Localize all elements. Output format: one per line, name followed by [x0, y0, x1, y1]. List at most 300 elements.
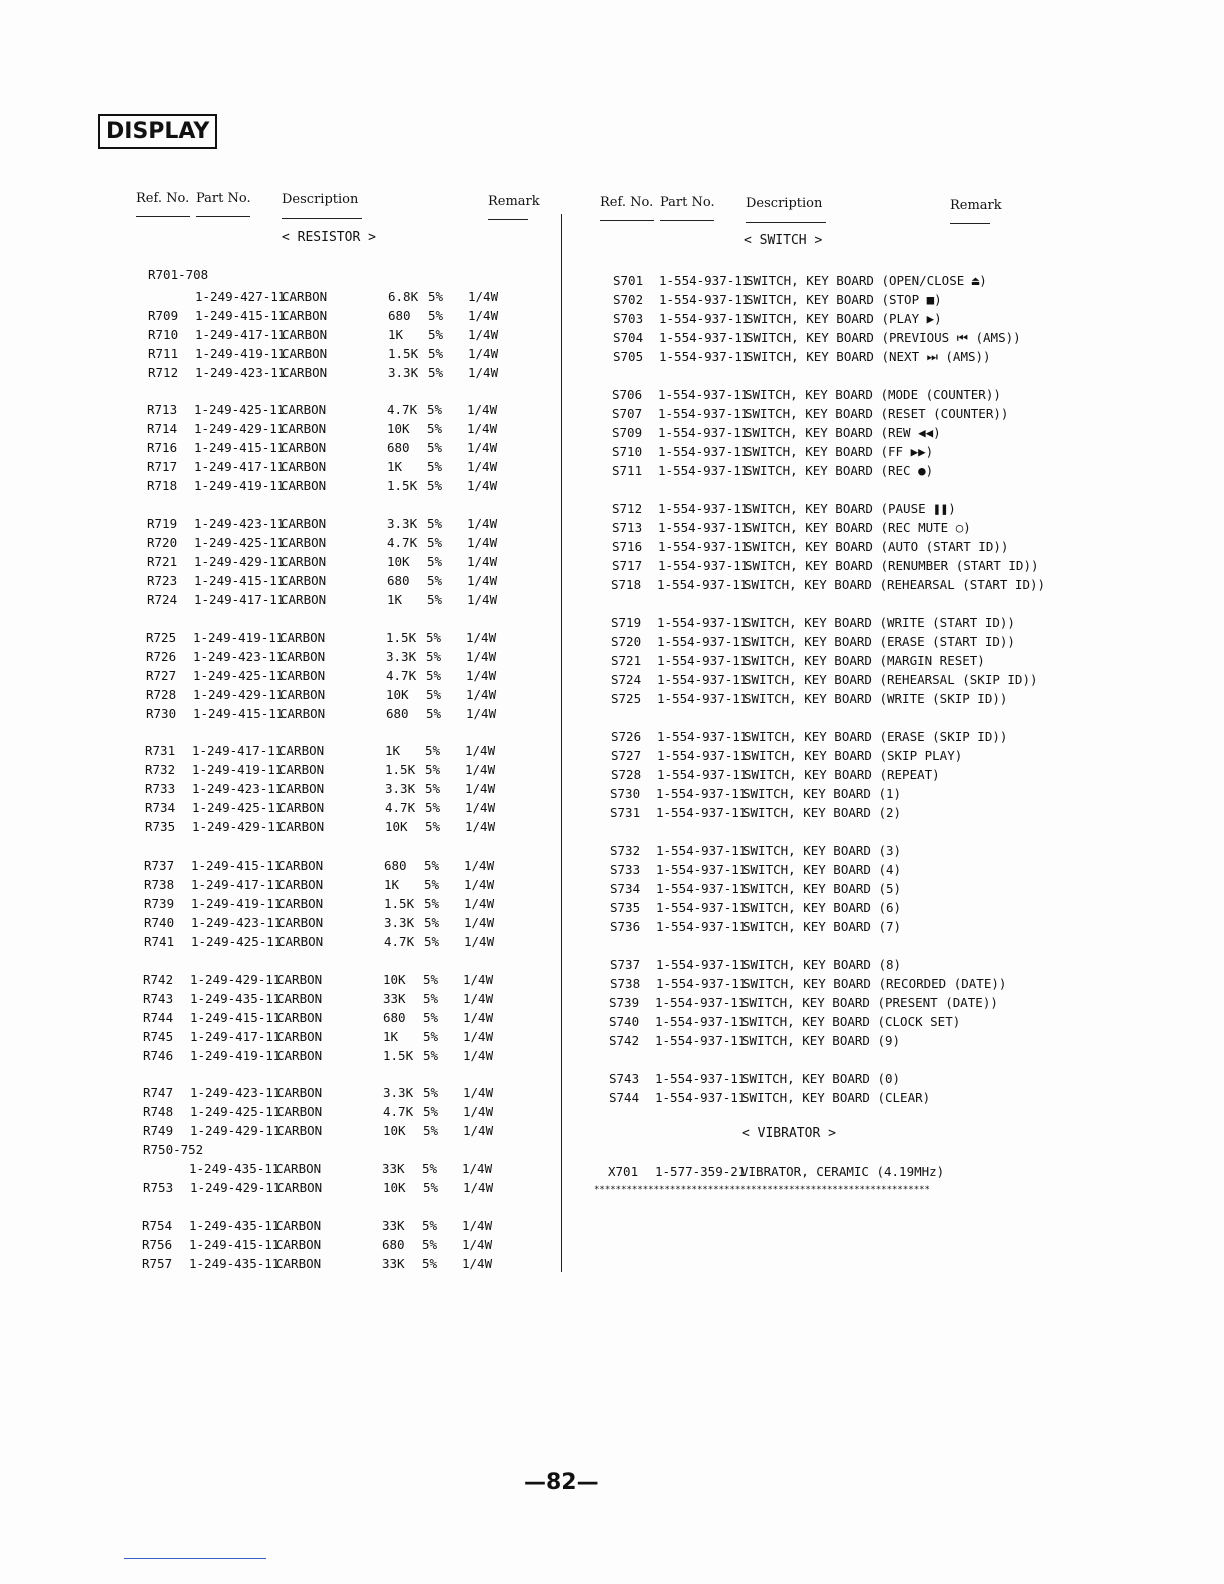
switch-part: 1-554-937-11: [659, 330, 750, 345]
resistor-desc: CARBON: [276, 1256, 322, 1271]
resistor-row: [146, 685, 546, 704]
switch-part: 1-554-937-11: [657, 691, 748, 706]
resistor-value: 1K: [387, 459, 403, 474]
switch-row: [611, 689, 1171, 708]
switch-ref: S707: [612, 406, 643, 421]
switch-part: 1-554-937-11: [656, 786, 747, 801]
right-header-ref: Ref. No.: [600, 195, 654, 210]
resistor-value: 680: [383, 1010, 406, 1025]
switch-row: [612, 385, 1172, 404]
switch-part: 1-554-937-11: [658, 387, 749, 402]
resistor-desc: CARBON: [281, 554, 327, 569]
switch-part: 1-554-937-11: [657, 615, 748, 630]
resistor-desc: CARBON: [279, 800, 325, 815]
switch-part: 1-554-937-11: [657, 767, 748, 782]
switch-part: 1-554-937-11: [655, 995, 746, 1010]
resistor-ref: R731: [145, 743, 176, 758]
switch-desc: SWITCH, KEY BOARD (2): [743, 805, 902, 820]
resistor-ref: R730: [146, 706, 177, 721]
resistor-value: 3.3K: [383, 1085, 414, 1100]
switch-ref: S730: [610, 786, 641, 801]
resistor-row: [147, 590, 547, 609]
resistor-tolerance: 5%: [424, 934, 440, 949]
resistor-ref: R750-752: [143, 1142, 204, 1157]
switch-part: 1-554-937-11: [658, 501, 749, 516]
section-title: DISPLAY: [98, 114, 217, 149]
resistor-value: 10K: [385, 819, 408, 834]
resistor-ref: R701-708: [148, 267, 209, 282]
resistor-value: 10K: [383, 1123, 406, 1138]
resistor-desc: CARBON: [281, 516, 327, 531]
switch-ref: S743: [609, 1071, 640, 1086]
resistor-row: [189, 1159, 589, 1178]
switch-part: 1-554-937-11: [656, 881, 747, 896]
resistor-value: 3.3K: [388, 365, 419, 380]
right-header-part: Part No.: [660, 195, 715, 210]
resistor-tolerance: 5%: [426, 706, 442, 721]
end-of-list-asterisks: **************************************************************: [594, 1185, 930, 1195]
switch-part: 1-554-937-11: [657, 577, 748, 592]
resistor-desc: CARBON: [278, 915, 324, 930]
resistor-part: 1-249-429-11: [192, 819, 283, 834]
switch-row: [612, 423, 1172, 442]
resistor-desc: CARBON: [281, 421, 327, 436]
switch-part: 1-554-937-11: [656, 900, 747, 915]
switch-ref: S728: [611, 767, 642, 782]
resistor-part: 1-249-435-11: [190, 991, 281, 1006]
left-header-underline-ref: [136, 216, 190, 217]
resistor-desc: CARBON: [278, 934, 324, 949]
resistor-row: [146, 647, 546, 666]
resistor-value: 10K: [383, 1180, 406, 1195]
resistor-ref: R725: [146, 630, 177, 645]
resistor-row: [147, 457, 547, 476]
resistor-ref: R740: [144, 915, 175, 930]
resistor-value: 1K: [383, 1029, 399, 1044]
resistor-part: 1-249-423-11: [192, 781, 283, 796]
switch-part: 1-554-937-11: [656, 862, 747, 877]
switch-row: [610, 860, 1170, 879]
resistor-value: 4.7K: [387, 402, 418, 417]
switch-ref: S731: [610, 805, 641, 820]
resistor-tolerance: 5%: [422, 1237, 438, 1252]
resistor-desc: CARBON: [281, 440, 327, 455]
resistor-value: 1.5K: [383, 1048, 414, 1063]
resistor-value: 4.7K: [386, 668, 417, 683]
resistor-part: 1-249-417-11: [192, 743, 283, 758]
switch-ref: S701: [613, 273, 644, 288]
resistor-wattage: 1/4W: [463, 972, 494, 987]
resistor-row: [143, 1083, 543, 1102]
resistor-part: 1-249-435-11: [189, 1218, 280, 1233]
resistor-tolerance: 5%: [425, 781, 441, 796]
resistor-row: [147, 533, 547, 552]
resistor-desc: CARBON: [280, 630, 326, 645]
resistor-part: 1-249-417-11: [194, 592, 285, 607]
resistor-wattage: 1/4W: [467, 573, 498, 588]
resistor-row: [146, 628, 546, 647]
resistor-tolerance: 5%: [427, 440, 443, 455]
switch-row: [612, 404, 1172, 423]
switch-row: [613, 290, 1173, 309]
resistor-row: [143, 970, 543, 989]
resistor-value: 3.3K: [386, 649, 417, 664]
resistor-tolerance: 5%: [427, 516, 443, 531]
resistor-tolerance: 5%: [423, 1048, 439, 1063]
resistor-part: 1-249-435-11: [189, 1161, 280, 1176]
switch-desc: SWITCH, KEY BOARD (REW ◀◀): [745, 425, 941, 440]
resistor-wattage: 1/4W: [466, 706, 497, 721]
resistor-part: 1-249-415-11: [191, 858, 282, 873]
resistor-tolerance: 5%: [427, 421, 443, 436]
switch-part: 1-554-937-11: [656, 957, 747, 972]
resistor-part: 1-249-429-11: [194, 421, 285, 436]
resistor-tolerance: 5%: [426, 668, 442, 683]
resistor-part: 1-249-425-11: [194, 535, 285, 550]
resistor-row: [143, 1140, 543, 1159]
switch-part: 1-554-937-11: [657, 672, 748, 687]
resistor-value: 680: [388, 308, 411, 323]
resistor-wattage: 1/4W: [467, 535, 498, 550]
resistor-tolerance: 5%: [425, 819, 441, 834]
switch-row: [612, 461, 1172, 480]
resistor-tolerance: 5%: [423, 1010, 439, 1025]
resistor-desc: CARBON: [277, 1123, 323, 1138]
resistor-ref: R741: [144, 934, 175, 949]
switch-ref: S734: [610, 881, 641, 896]
resistor-tolerance: 5%: [428, 346, 444, 361]
resistor-wattage: 1/4W: [462, 1218, 493, 1233]
resistor-wattage: 1/4W: [467, 421, 498, 436]
resistor-part: 1-249-425-11: [193, 668, 284, 683]
bottom-rule: [124, 1558, 266, 1559]
resistor-tolerance: 5%: [425, 762, 441, 777]
resistor-row: [145, 798, 545, 817]
switch-desc: SWITCH, KEY BOARD (WRITE (START ID)): [744, 615, 1015, 630]
resistor-value: 4.7K: [387, 535, 418, 550]
resistor-ref: R716: [147, 440, 178, 455]
resistor-desc: CARBON: [281, 478, 327, 493]
resistor-tolerance: 5%: [423, 1029, 439, 1044]
left-header-ref: Ref. No.: [136, 191, 190, 206]
resistor-row: [146, 704, 546, 723]
switch-row: [610, 917, 1170, 936]
resistor-row: [144, 875, 544, 894]
resistor-desc: CARBON: [277, 1180, 323, 1195]
switch-part: 1-554-937-11: [655, 1090, 746, 1105]
left-header-part: Part No.: [196, 191, 251, 206]
switch-part: 1-554-937-11: [656, 805, 747, 820]
resistor-desc: CARBON: [281, 592, 327, 607]
switch-ref: S716: [612, 539, 643, 554]
resistor-desc: CARBON: [280, 668, 326, 683]
resistor-wattage: 1/4W: [467, 592, 498, 607]
switch-desc: SWITCH, KEY BOARD (SKIP PLAY): [744, 748, 963, 763]
resistor-wattage: 1/4W: [463, 1010, 494, 1025]
resistor-ref: R749: [143, 1123, 174, 1138]
resistor-part: 1-249-415-11: [193, 706, 284, 721]
resistor-row: [148, 306, 548, 325]
resistor-row: [144, 894, 544, 913]
resistor-tolerance: 5%: [428, 327, 444, 342]
switch-row: [610, 841, 1170, 860]
resistor-value: 4.7K: [385, 800, 416, 815]
vibrator-part: 1-577-359-21: [655, 1164, 746, 1179]
switch-row: [612, 518, 1172, 537]
resistor-tolerance: 5%: [425, 743, 441, 758]
switch-ref: S725: [611, 691, 642, 706]
resistor-part: 1-249-415-11: [195, 308, 286, 323]
resistor-desc: CARBON: [278, 896, 324, 911]
resistor-value: 680: [386, 706, 409, 721]
switch-ref: S713: [612, 520, 643, 535]
switch-ref: S732: [610, 843, 641, 858]
switch-ref: S703: [613, 311, 644, 326]
resistor-part: 1-249-425-11: [191, 934, 282, 949]
left-header-underline-description: [282, 218, 362, 219]
resistor-wattage: 1/4W: [465, 819, 496, 834]
switch-desc: SWITCH, KEY BOARD (8): [743, 957, 902, 972]
resistor-value: 1.5K: [384, 896, 415, 911]
resistor-row: [144, 913, 544, 932]
resistor-wattage: 1/4W: [467, 554, 498, 569]
resistor-part: 1-249-425-11: [192, 800, 283, 815]
switch-ref: S709: [612, 425, 643, 440]
switch-desc: SWITCH, KEY BOARD (1): [743, 786, 902, 801]
resistor-ref: R723: [147, 573, 178, 588]
resistor-value: 1K: [388, 327, 404, 342]
resistor-value: 1.5K: [388, 346, 419, 361]
switch-part: 1-554-937-11: [658, 425, 749, 440]
switch-ref: S727: [611, 748, 642, 763]
switch-desc: SWITCH, KEY BOARD (6): [743, 900, 902, 915]
resistor-part: 1-249-419-11: [194, 478, 285, 493]
resistor-desc: CARBON: [277, 1085, 323, 1100]
resistor-value: 680: [387, 573, 410, 588]
resistor-value: 1.5K: [386, 630, 417, 645]
resistor-part: 1-249-415-11: [190, 1010, 281, 1025]
switch-ref: S724: [611, 672, 642, 687]
resistor-value: 1K: [387, 592, 403, 607]
resistor-row: [146, 666, 546, 685]
column-divider: [561, 214, 562, 1272]
resistor-ref: R742: [143, 972, 174, 987]
resistor-ref: R713: [147, 402, 178, 417]
resistor-wattage: 1/4W: [464, 858, 495, 873]
resistor-value: 1.5K: [387, 478, 418, 493]
resistor-ref: R726: [146, 649, 177, 664]
resistor-desc: CARBON: [276, 1237, 322, 1252]
switch-part: 1-554-937-11: [659, 311, 750, 326]
resistor-row: [145, 760, 545, 779]
resistor-value: 10K: [383, 972, 406, 987]
resistor-wattage: 1/4W: [464, 877, 495, 892]
resistor-wattage: 1/4W: [462, 1237, 493, 1252]
resistor-row: [143, 1102, 543, 1121]
resistor-row: [195, 287, 595, 306]
resistor-value: 4.7K: [383, 1104, 414, 1119]
resistor-row: [143, 1046, 543, 1065]
resistor-row: [143, 1027, 543, 1046]
resistor-tolerance: 5%: [423, 1180, 439, 1195]
switch-desc: SWITCH, KEY BOARD (0): [742, 1071, 901, 1086]
resistor-desc: CARBON: [279, 819, 325, 834]
resistor-desc: CARBON: [281, 402, 327, 417]
resistor-desc: CARBON: [280, 649, 326, 664]
switch-desc: SWITCH, KEY BOARD (7): [743, 919, 902, 934]
switch-desc: SWITCH, KEY BOARD (REC MUTE ○): [745, 520, 971, 535]
resistor-desc: CARBON: [278, 877, 324, 892]
resistor-tolerance: 5%: [424, 915, 440, 930]
resistor-value: 3.3K: [385, 781, 416, 796]
resistor-ref: R711: [148, 346, 179, 361]
resistor-tolerance: 5%: [427, 573, 443, 588]
switch-row: [611, 746, 1171, 765]
switch-desc: SWITCH, KEY BOARD (PLAY ▶): [746, 311, 942, 326]
resistor-part: 1-249-423-11: [194, 516, 285, 531]
resistor-wattage: 1/4W: [466, 668, 497, 683]
switch-row: [612, 499, 1172, 518]
resistor-ref: R739: [144, 896, 175, 911]
switch-part: 1-554-937-11: [658, 463, 749, 478]
resistor-wattage: 1/4W: [467, 516, 498, 531]
resistor-desc: CARBON: [282, 308, 328, 323]
resistor-desc: CARBON: [280, 706, 326, 721]
resistor-wattage: 1/4W: [468, 346, 499, 361]
switch-part: 1-554-937-11: [655, 1033, 746, 1048]
switch-row: [610, 784, 1170, 803]
switch-ref: S706: [612, 387, 643, 402]
resistor-tolerance: 5%: [424, 858, 440, 873]
switch-desc: SWITCH, KEY BOARD (FF ▶▶): [745, 444, 934, 459]
right-header-underline-ref: [600, 220, 654, 221]
resistor-row: [147, 571, 547, 590]
resistor-wattage: 1/4W: [462, 1161, 493, 1176]
resistor-ref: R718: [147, 478, 178, 493]
switch-ref: S704: [613, 330, 644, 345]
resistor-ref: R745: [143, 1029, 174, 1044]
resistor-part: 1-249-425-11: [194, 402, 285, 417]
vibrator-desc: VIBRATOR, CERAMIC (4.19MHz): [741, 1164, 945, 1179]
switch-desc: SWITCH, KEY BOARD (RECORDED (DATE)): [743, 976, 1007, 991]
switch-part: 1-554-937-11: [656, 919, 747, 934]
switch-ref: S702: [613, 292, 644, 307]
switch-part: 1-554-937-11: [657, 653, 748, 668]
switch-row: [611, 670, 1171, 689]
resistor-ref: R753: [143, 1180, 174, 1195]
resistor-row: [142, 1254, 542, 1273]
resistor-ref: R710: [148, 327, 179, 342]
switch-desc: SWITCH, KEY BOARD (REC ●): [745, 463, 934, 478]
resistor-ref: R754: [142, 1218, 173, 1233]
resistor-part: 1-249-425-11: [190, 1104, 281, 1119]
resistor-value: 10K: [387, 554, 410, 569]
resistor-row: [147, 438, 547, 457]
resistor-desc: CARBON: [279, 762, 325, 777]
resistor-tolerance: 5%: [422, 1161, 438, 1176]
resistor-tolerance: 5%: [423, 972, 439, 987]
switch-desc: SWITCH, KEY BOARD (AUTO (START ID)): [745, 539, 1009, 554]
resistor-tolerance: 5%: [426, 649, 442, 664]
switch-part: 1-554-937-11: [655, 1071, 746, 1086]
switch-part: 1-554-937-11: [659, 292, 750, 307]
switch-ref: S711: [612, 463, 643, 478]
resistor-wattage: 1/4W: [464, 934, 495, 949]
resistor-desc: CARBON: [277, 1048, 323, 1063]
left-header-description: Description: [282, 192, 359, 207]
switch-desc: SWITCH, KEY BOARD (REHEARSAL (SKIP ID)): [744, 672, 1038, 687]
resistor-desc: CARBON: [282, 346, 328, 361]
switch-desc: SWITCH, KEY BOARD (NEXT ⏭ (AMS)): [746, 349, 991, 364]
resistor-ref: R734: [145, 800, 176, 815]
resistor-value: 10K: [386, 687, 409, 702]
resistor-desc: CARBON: [281, 459, 327, 474]
resistor-part: 1-249-417-11: [195, 327, 286, 342]
resistor-ref: R727: [146, 668, 177, 683]
resistor-desc: CARBON: [276, 1218, 322, 1233]
switch-desc: SWITCH, KEY BOARD (MARGIN RESET): [744, 653, 985, 668]
resistor-value: 1.5K: [385, 762, 416, 777]
resistor-wattage: 1/4W: [467, 459, 498, 474]
resistor-tolerance: 5%: [427, 592, 443, 607]
switch-section-label: < SWITCH >: [744, 233, 823, 248]
resistor-row: [145, 817, 545, 836]
switch-ref: S726: [611, 729, 642, 744]
vibrator-section-label: < VIBRATOR >: [742, 1126, 836, 1141]
switch-part: 1-554-937-11: [659, 273, 750, 288]
switch-part: 1-554-937-11: [657, 634, 748, 649]
resistor-row: [147, 552, 547, 571]
switch-ref: S733: [610, 862, 641, 877]
resistor-part: 1-249-419-11: [191, 896, 282, 911]
resistor-ref: R714: [147, 421, 178, 436]
resistor-row: [145, 779, 545, 798]
switch-ref: S744: [609, 1090, 640, 1105]
resistor-tolerance: 5%: [423, 1085, 439, 1100]
resistor-wattage: 1/4W: [463, 1085, 494, 1100]
switch-row: [610, 898, 1170, 917]
resistor-ref: R743: [143, 991, 174, 1006]
left-header-underline-part: [196, 216, 250, 217]
switch-desc: SWITCH, KEY BOARD (5): [743, 881, 902, 896]
resistor-part: 1-249-417-11: [194, 459, 285, 474]
switch-part: 1-554-937-11: [657, 729, 748, 744]
resistor-ref: R728: [146, 687, 177, 702]
resistor-desc: CARBON: [282, 365, 328, 380]
resistor-row: [148, 325, 548, 344]
vibrator-ref: X701: [608, 1164, 639, 1179]
resistor-tolerance: 5%: [426, 630, 442, 645]
resistor-row: [147, 514, 547, 533]
resistor-desc: CARBON: [278, 858, 324, 873]
switch-part: 1-554-937-11: [658, 558, 749, 573]
resistor-tolerance: 5%: [425, 800, 441, 815]
resistor-wattage: 1/4W: [463, 1104, 494, 1119]
resistor-part: 1-249-419-11: [193, 630, 284, 645]
resistor-ref: R717: [147, 459, 178, 474]
resistor-ref: R709: [148, 308, 179, 323]
switch-desc: SWITCH, KEY BOARD (CLOCK SET): [742, 1014, 961, 1029]
switch-desc: SWITCH, KEY BOARD (RENUMBER (START ID)): [745, 558, 1039, 573]
resistor-tolerance: 5%: [427, 459, 443, 474]
resistor-row: [144, 932, 544, 951]
switch-desc: SWITCH, KEY BOARD (WRITE (SKIP ID)): [744, 691, 1008, 706]
resistor-row: [143, 989, 543, 1008]
switch-part: 1-554-937-11: [657, 748, 748, 763]
resistor-value: 3.3K: [387, 516, 418, 531]
resistor-value: 1K: [385, 743, 401, 758]
resistor-row: [145, 741, 545, 760]
